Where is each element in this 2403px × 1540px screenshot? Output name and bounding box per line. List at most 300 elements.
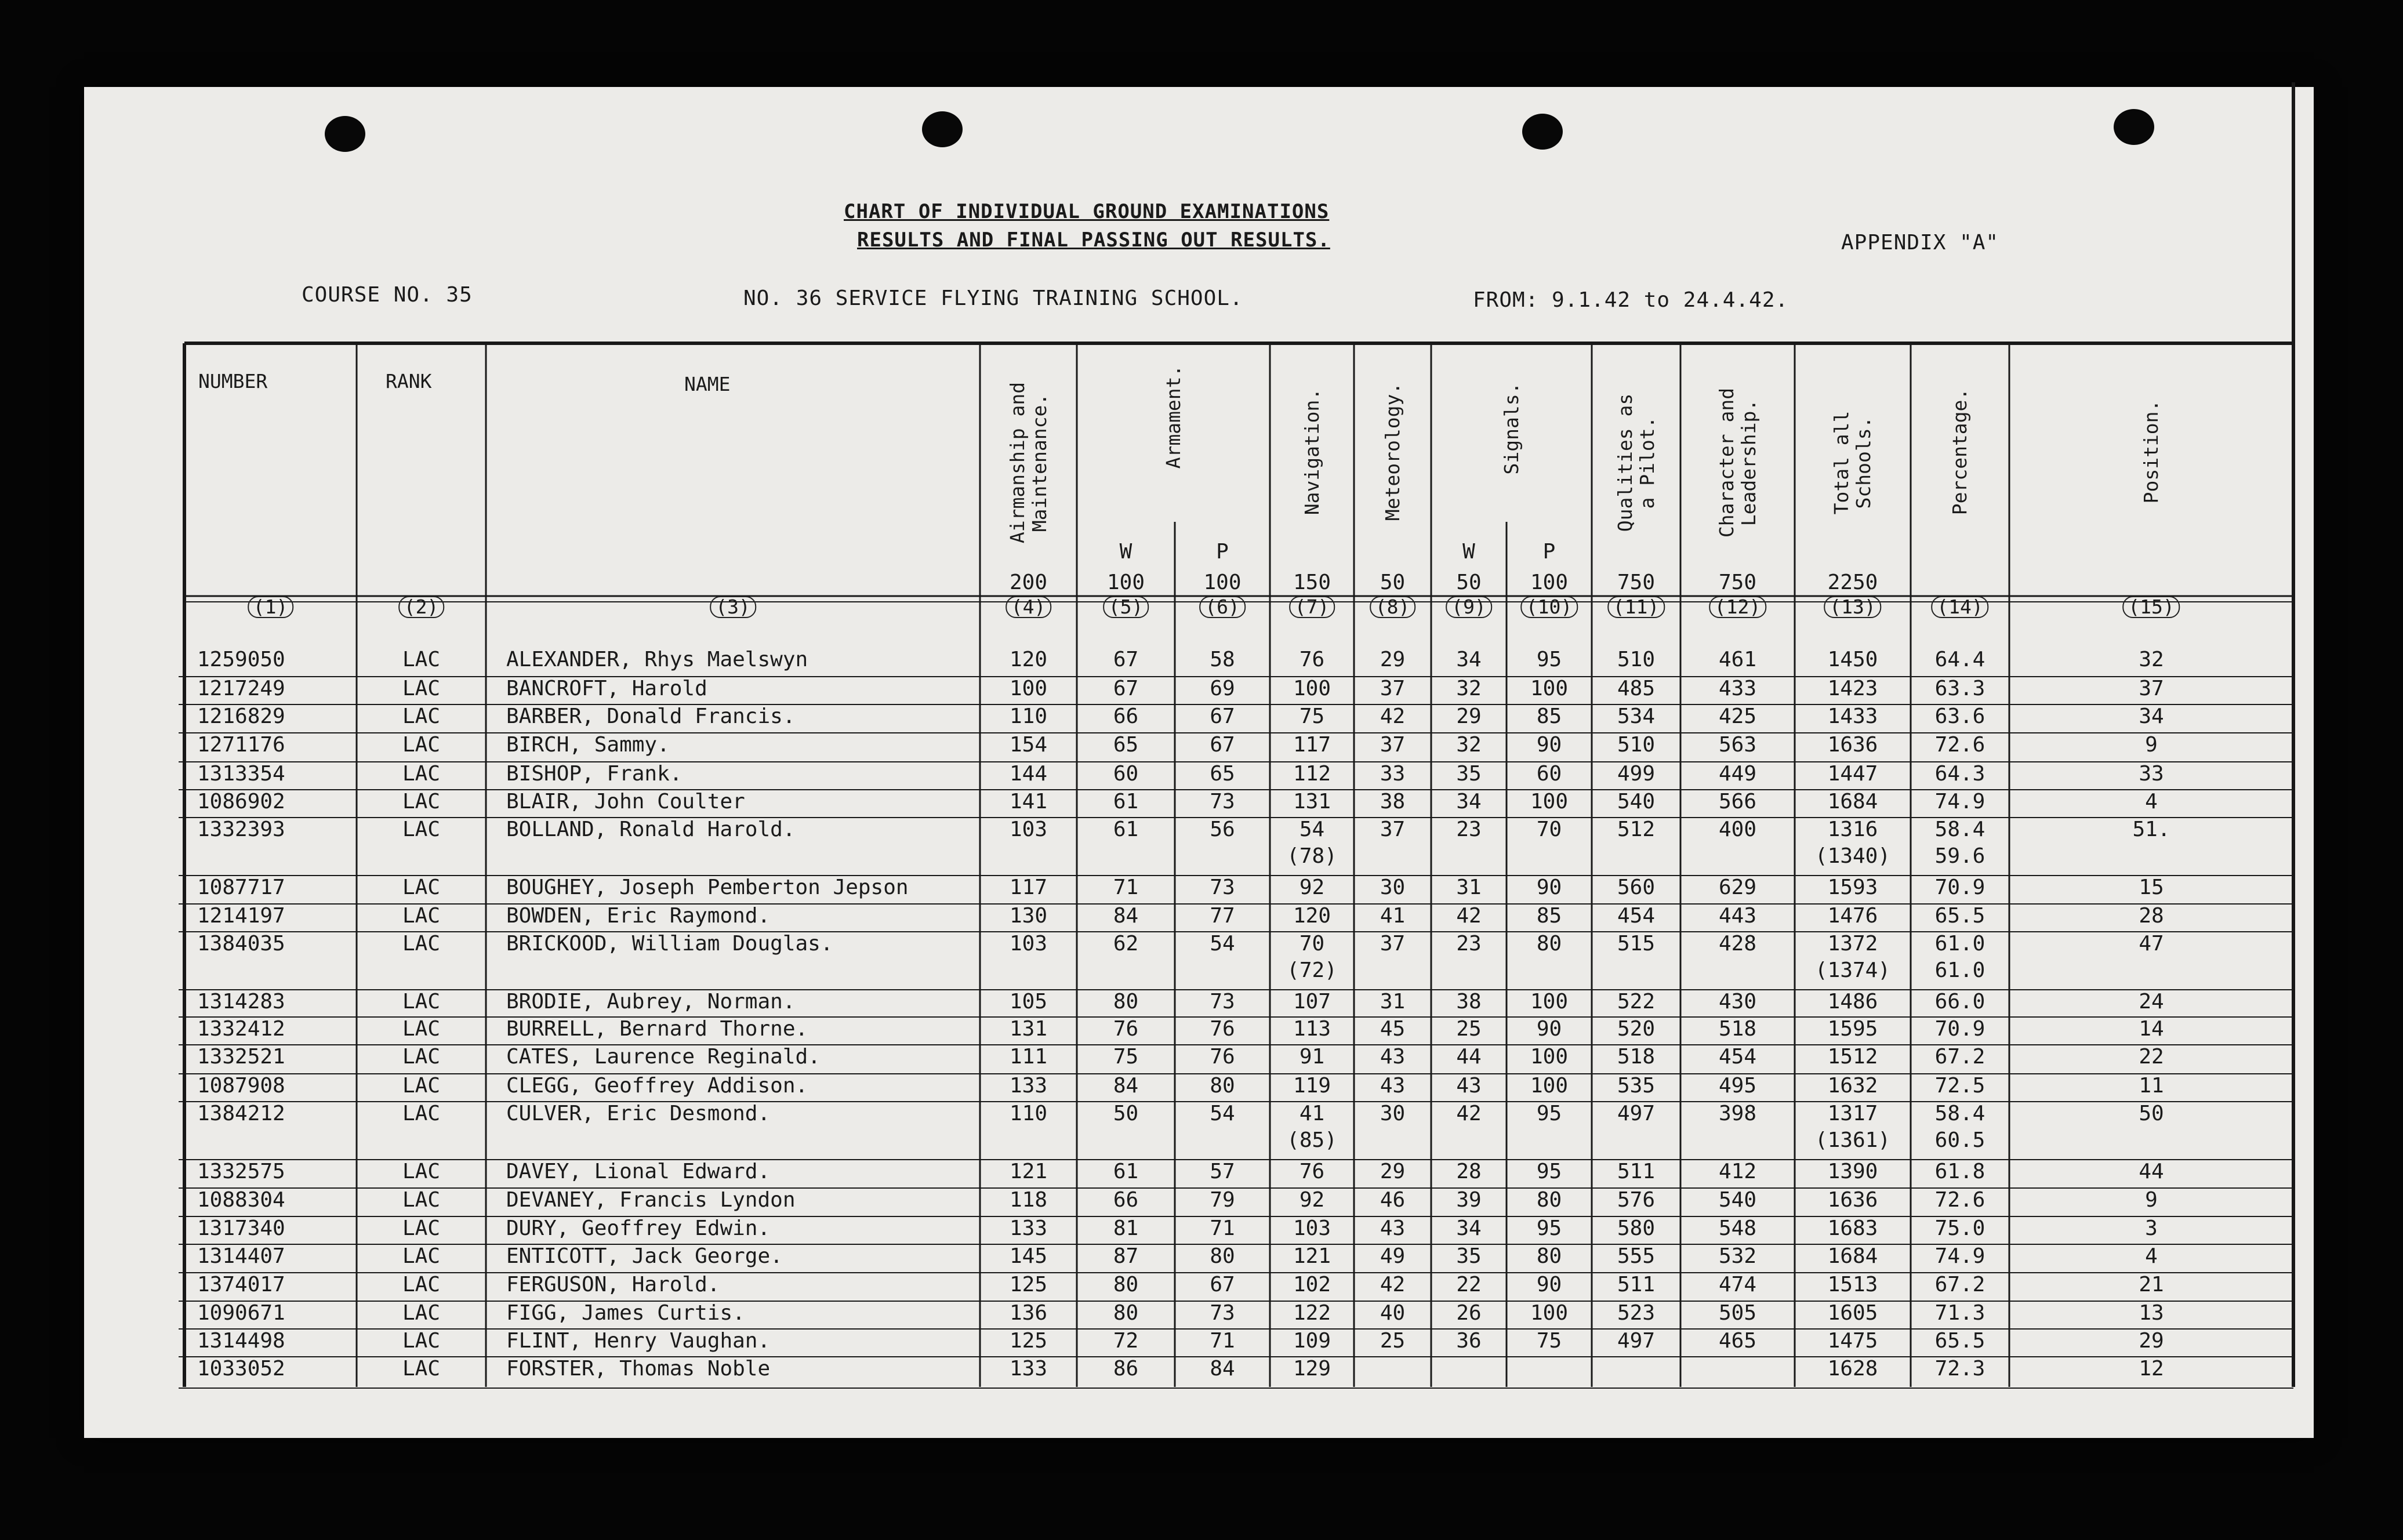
- row-score: 72.5: [1934, 1074, 1985, 1098]
- row-score: 102: [1293, 1273, 1331, 1296]
- row-score: 61: [1113, 818, 1139, 841]
- row-score: 35: [1456, 762, 1482, 786]
- row-score: 100: [1530, 677, 1569, 700]
- row-score: 1636: [1827, 733, 1878, 757]
- row-rank: LAC: [402, 932, 441, 956]
- row-score: 1450: [1827, 648, 1878, 671]
- row-score: 21: [2139, 1273, 2164, 1296]
- row-score: 73: [1210, 990, 1235, 1014]
- row-score: 1486: [1827, 990, 1878, 1014]
- row-score: 66: [1113, 704, 1139, 728]
- row-score: 121: [1293, 1244, 1331, 1268]
- row-score: 510: [1617, 733, 1656, 757]
- row-score: 76: [1299, 1160, 1325, 1183]
- row-score: 49: [1380, 1244, 1406, 1268]
- row-score: 57: [1210, 1160, 1235, 1183]
- row-score: 73: [1210, 1301, 1235, 1325]
- row-score: 58: [1210, 648, 1235, 671]
- row-score: 74.9: [1934, 1244, 1985, 1268]
- row-score: 454: [1617, 904, 1656, 928]
- row-score: 26: [1456, 1301, 1482, 1325]
- row-score: 125: [1009, 1273, 1048, 1296]
- row-score: 92: [1299, 1188, 1325, 1212]
- row-score: 37: [1380, 818, 1406, 841]
- column-header-character-leadership: Character and Leadership.: [1715, 387, 1760, 538]
- row-score: 67: [1210, 1273, 1235, 1296]
- row-number: 1259050: [197, 648, 285, 671]
- column-header-number: NUMBER: [198, 370, 268, 393]
- row-score: 54: [1210, 932, 1235, 956]
- row-score: 117: [1009, 876, 1048, 899]
- column-number: (4): [1006, 596, 1052, 618]
- row-score: 37: [1380, 733, 1406, 757]
- row-rank: LAC: [402, 1329, 441, 1353]
- row-score: 154: [1009, 733, 1048, 757]
- row-score: 60: [1536, 762, 1562, 786]
- column-subheader-p: P: [1542, 540, 1556, 564]
- column-max-marks: 100: [1530, 571, 1569, 594]
- row-score: 100: [1530, 1045, 1569, 1069]
- row-name: DEVANEY, Francis Lyndon: [506, 1188, 796, 1212]
- row-score: 120: [1009, 648, 1048, 671]
- row-score: 430: [1718, 990, 1757, 1014]
- row-name: ENTICOTT, Jack George.: [506, 1244, 783, 1268]
- row-name: ALEXANDER, Rhys Maelswyn: [506, 648, 808, 671]
- row-score: 46: [1380, 1188, 1406, 1212]
- column-header-percentage: Percentage.: [1948, 388, 1971, 515]
- row-score: 63.3: [1934, 677, 1985, 700]
- row-name: BOUGHEY, Joseph Pemberton Jepson: [506, 876, 909, 899]
- row-score: 1476: [1827, 904, 1878, 928]
- column-max-marks: 50: [1380, 571, 1406, 594]
- row-score: 56: [1210, 818, 1235, 841]
- row-score: 1475: [1827, 1329, 1878, 1353]
- row-score: 540: [1718, 1188, 1757, 1212]
- row-score: 37: [2139, 677, 2164, 700]
- row-score: 70.9: [1934, 1017, 1985, 1041]
- row-score: 79: [1210, 1188, 1235, 1212]
- row-score: 85: [1536, 904, 1562, 928]
- row-number: 1332521: [197, 1045, 285, 1069]
- row-name: CLEGG, Geoffrey Addison.: [506, 1074, 808, 1098]
- row-score: 37: [1380, 677, 1406, 700]
- row-score: 70: [1536, 818, 1562, 841]
- row-score: 42: [1380, 704, 1406, 728]
- row-score: 67: [1113, 677, 1139, 700]
- row-score: 81: [1113, 1216, 1139, 1240]
- row-score: 535: [1617, 1074, 1656, 1098]
- punch-hole: [2114, 109, 2154, 145]
- row-score: 65.5: [1934, 1329, 1985, 1353]
- row-score: 111: [1009, 1045, 1048, 1069]
- row-score: 400: [1718, 818, 1757, 841]
- school-name: NO. 36 SERVICE FLYING TRAINING SCHOOL.: [743, 286, 1243, 310]
- row-score: 95: [1536, 1160, 1562, 1183]
- row-score: 129: [1293, 1357, 1331, 1381]
- row-score: 23: [1456, 818, 1482, 841]
- row-score: 67: [1210, 704, 1235, 728]
- row-score: 433: [1718, 677, 1757, 700]
- row-score: 29: [1456, 704, 1482, 728]
- column-subheader-w: W: [1119, 540, 1132, 564]
- row-number: 1332412: [197, 1017, 285, 1041]
- row-number: 1332575: [197, 1160, 285, 1183]
- punch-hole: [1522, 114, 1563, 150]
- row-score: 110: [1009, 1102, 1048, 1125]
- row-score: 43: [1380, 1074, 1406, 1098]
- row-score: 100: [1009, 677, 1048, 700]
- row-score: 131: [1009, 1017, 1048, 1041]
- column-number: (11): [1607, 596, 1665, 618]
- row-name: BIRCH, Sammy.: [506, 733, 670, 757]
- row-score: 64.4: [1934, 648, 1985, 671]
- row-number: 1216829: [197, 704, 285, 728]
- row-score: 540: [1617, 790, 1656, 813]
- row-score: 1433: [1827, 704, 1878, 728]
- row-score: 428: [1718, 932, 1757, 956]
- row-score: 42: [1456, 904, 1482, 928]
- row-score: 31: [1380, 990, 1406, 1014]
- row-score: 548: [1718, 1216, 1757, 1240]
- row-score: 495: [1718, 1074, 1757, 1098]
- row-score: 65: [1210, 762, 1235, 786]
- row-number: 1384035: [197, 932, 285, 956]
- row-score: 511: [1617, 1273, 1656, 1296]
- row-score: 454: [1718, 1045, 1757, 1069]
- row-score: 465: [1718, 1329, 1757, 1353]
- row-score: 80: [1536, 1188, 1562, 1212]
- row-score: 60: [1113, 762, 1139, 786]
- column-header-total-all-schools: Total all Schools.: [1830, 411, 1875, 515]
- row-score: 518: [1617, 1045, 1656, 1069]
- column-header-qualities-as-pilot: Qualities as a Pilot.: [1613, 393, 1658, 532]
- row-number: 1384212: [197, 1102, 285, 1125]
- column-number: (6): [1199, 596, 1246, 618]
- row-score: 511: [1617, 1160, 1656, 1183]
- row-score: 95: [1536, 648, 1562, 671]
- row-rank: LAC: [402, 1273, 441, 1296]
- row-score: 40: [1380, 1301, 1406, 1325]
- row-score: 100: [1293, 677, 1331, 700]
- row-name: FORSTER, Thomas Noble: [506, 1357, 771, 1381]
- row-score: 71.3: [1934, 1301, 1985, 1325]
- row-score: 520: [1617, 1017, 1656, 1041]
- row-score: 61.0 61.0: [1934, 932, 1985, 982]
- punch-hole: [325, 116, 365, 152]
- row-score: 30: [1380, 876, 1406, 899]
- row-score: 67.2: [1934, 1273, 1985, 1296]
- column-max-marks: 50: [1456, 571, 1482, 594]
- row-score: 534: [1617, 704, 1656, 728]
- row-score: 629: [1718, 876, 1757, 899]
- row-rank: LAC: [402, 790, 441, 813]
- row-score: 65.5: [1934, 904, 1985, 928]
- row-score: 73: [1210, 876, 1235, 899]
- row-score: 113: [1293, 1017, 1331, 1041]
- row-score: 118: [1009, 1188, 1048, 1212]
- row-score: 63.6: [1934, 704, 1985, 728]
- row-score: 103: [1009, 818, 1048, 841]
- row-score: 45: [1380, 1017, 1406, 1041]
- row-score: 103: [1293, 1216, 1331, 1240]
- row-name: BARBER, Donald Francis.: [506, 704, 796, 728]
- row-score: 121: [1009, 1160, 1048, 1183]
- row-score: 443: [1718, 904, 1757, 928]
- column-number: (10): [1520, 596, 1578, 618]
- document-title: CHART OF INDIVIDUAL GROUND EXAMINATIONS: [844, 200, 1330, 223]
- column-number: (15): [2122, 596, 2180, 618]
- row-score: 1595: [1827, 1017, 1878, 1041]
- column-number: (12): [1709, 596, 1766, 618]
- row-score: 110: [1009, 704, 1048, 728]
- row-score: 44: [1456, 1045, 1482, 1069]
- row-score: 9: [2145, 733, 2158, 757]
- row-score: 66: [1113, 1188, 1139, 1212]
- column-max-marks: 750: [1617, 571, 1656, 594]
- row-score: 84: [1113, 904, 1139, 928]
- row-score: 1605: [1827, 1301, 1878, 1325]
- row-score: 71: [1113, 876, 1139, 899]
- column-max-marks: 750: [1718, 571, 1757, 594]
- row-score: 64.3: [1934, 762, 1985, 786]
- row-score: 9: [2145, 1188, 2158, 1212]
- row-score: 398: [1718, 1102, 1757, 1125]
- row-score: 90: [1536, 733, 1562, 757]
- column-header-airmanship: Airmanship and Maintenance.: [1006, 382, 1051, 544]
- row-score: 29: [2139, 1329, 2164, 1353]
- row-score: 125: [1009, 1329, 1048, 1353]
- row-score: 512: [1617, 818, 1656, 841]
- column-max-marks: 2250: [1827, 571, 1878, 594]
- row-score: 1447: [1827, 762, 1878, 786]
- row-score: 563: [1718, 733, 1757, 757]
- row-score: 1423: [1827, 677, 1878, 700]
- row-score: 560: [1617, 876, 1656, 899]
- row-score: 90: [1536, 1017, 1562, 1041]
- row-score: 22: [1456, 1273, 1482, 1296]
- row-score: 25: [1380, 1329, 1406, 1353]
- row-score: 576: [1617, 1188, 1656, 1212]
- row-score: 515: [1617, 932, 1656, 956]
- column-number: (5): [1103, 596, 1149, 618]
- row-score: 75: [1299, 704, 1325, 728]
- row-number: 1314283: [197, 990, 285, 1014]
- row-score: 62: [1113, 932, 1139, 956]
- row-rank: LAC: [402, 990, 441, 1014]
- row-score: 107: [1293, 990, 1331, 1014]
- row-score: 43: [1456, 1074, 1482, 1098]
- row-score: 72: [1113, 1329, 1139, 1353]
- row-score: 522: [1617, 990, 1656, 1014]
- row-score: 67: [1210, 733, 1235, 757]
- row-score: 24: [2139, 990, 2164, 1014]
- row-score: 1316 (1340): [1814, 818, 1891, 868]
- row-score: 33: [2139, 762, 2164, 786]
- row-score: 1317 (1361): [1814, 1102, 1891, 1152]
- row-score: 4: [2145, 790, 2158, 813]
- row-score: 36: [1456, 1329, 1482, 1353]
- row-score: 122: [1293, 1301, 1331, 1325]
- row-score: 90: [1536, 876, 1562, 899]
- punch-hole: [922, 111, 963, 147]
- row-score: 100: [1530, 1301, 1569, 1325]
- row-score: 92: [1299, 876, 1325, 899]
- row-score: 80: [1210, 1244, 1235, 1268]
- row-score: 54: [1210, 1102, 1235, 1125]
- row-number: 1087908: [197, 1074, 285, 1098]
- row-score: 28: [2139, 904, 2164, 928]
- row-score: 32: [1456, 733, 1482, 757]
- row-score: 80: [1113, 1273, 1139, 1296]
- row-score: 100: [1530, 990, 1569, 1014]
- row-score: 43: [1380, 1045, 1406, 1069]
- row-score: 425: [1718, 704, 1757, 728]
- row-score: 90: [1536, 1273, 1562, 1296]
- row-score: 117: [1293, 733, 1331, 757]
- row-score: 80: [1536, 932, 1562, 956]
- column-number: (7): [1289, 596, 1335, 618]
- row-score: 136: [1009, 1301, 1048, 1325]
- column-header-position: Position.: [2140, 399, 2162, 504]
- row-score: 12: [2139, 1357, 2164, 1381]
- row-score: 80: [1113, 1301, 1139, 1325]
- row-rank: LAC: [402, 677, 441, 700]
- appendix-label: APPENDIX "A": [1841, 231, 1999, 255]
- row-score: 54 (78): [1287, 818, 1337, 868]
- column-header-rank: RANK: [386, 370, 432, 393]
- row-score: 1512: [1827, 1045, 1878, 1069]
- row-score: 532: [1718, 1244, 1757, 1268]
- row-score: 58.4 60.5: [1934, 1102, 1985, 1152]
- column-header-name: NAME: [684, 373, 731, 395]
- row-score: 1390: [1827, 1160, 1878, 1183]
- row-score: 510: [1617, 648, 1656, 671]
- row-score: 58.4 59.6: [1934, 818, 1985, 868]
- row-name: BISHOP, Frank.: [506, 762, 683, 786]
- row-score: 35: [1456, 1244, 1482, 1268]
- row-score: 1684: [1827, 1244, 1878, 1268]
- row-score: 50: [2139, 1102, 2164, 1125]
- row-score: 65: [1113, 733, 1139, 757]
- row-score: 133: [1009, 1216, 1048, 1240]
- row-score: 34: [1456, 1216, 1482, 1240]
- row-score: 37: [1380, 932, 1406, 956]
- row-score: 130: [1009, 904, 1048, 928]
- row-name: DURY, Geoffrey Edwin.: [506, 1216, 771, 1240]
- row-score: 61: [1113, 1160, 1139, 1183]
- row-rank: LAC: [402, 1017, 441, 1041]
- column-max-marks: 150: [1293, 571, 1331, 594]
- row-score: 11: [2139, 1074, 2164, 1098]
- row-score: 474: [1718, 1273, 1757, 1296]
- row-number: 1314498: [197, 1329, 285, 1353]
- row-score: 73: [1210, 790, 1235, 813]
- row-name: FERGUSON, Harold.: [506, 1273, 720, 1296]
- column-subheader-p: P: [1216, 540, 1229, 564]
- row-score: 38: [1456, 990, 1482, 1014]
- row-score: 75: [1536, 1329, 1562, 1353]
- row-number: 1214197: [197, 904, 285, 928]
- row-score: 50: [1113, 1102, 1139, 1125]
- column-group-signals: Signals.: [1500, 382, 1523, 475]
- row-score: 499: [1617, 762, 1656, 786]
- row-name: BLAIR, John Coulter: [506, 790, 745, 813]
- row-score: 120: [1293, 904, 1331, 928]
- row-score: 1684: [1827, 790, 1878, 813]
- row-score: 145: [1009, 1244, 1048, 1268]
- row-score: 61.8: [1934, 1160, 1985, 1183]
- row-name: BRODIE, Aubrey, Norman.: [506, 990, 796, 1014]
- row-score: 80: [1113, 990, 1139, 1014]
- row-score: 100: [1530, 790, 1569, 813]
- row-score: 29: [1380, 648, 1406, 671]
- row-name: BURRELL, Bernard Thorne.: [506, 1017, 808, 1041]
- column-number: (14): [1931, 596, 1988, 618]
- row-score: 523: [1617, 1301, 1656, 1325]
- row-name: BOWDEN, Eric Raymond.: [506, 904, 771, 928]
- row-score: 566: [1718, 790, 1757, 813]
- column-subheader-w: W: [1462, 540, 1475, 564]
- column-group-armament: Armament.: [1161, 365, 1185, 469]
- row-score: 80: [1210, 1074, 1235, 1098]
- row-score: 28: [1456, 1160, 1482, 1183]
- row-score: 84: [1210, 1357, 1235, 1381]
- row-score: 91: [1299, 1045, 1325, 1069]
- row-score: 72.6: [1934, 733, 1985, 757]
- row-score: 23: [1456, 932, 1482, 956]
- row-score: 22: [2139, 1045, 2164, 1069]
- row-score: 85: [1536, 704, 1562, 728]
- row-score: 38: [1380, 790, 1406, 813]
- row-score: 461: [1718, 648, 1757, 671]
- row-score: 34: [2139, 704, 2164, 728]
- row-score: 29: [1380, 1160, 1406, 1183]
- row-name: BANCROFT, Harold: [506, 677, 707, 700]
- row-score: 33: [1380, 762, 1406, 786]
- row-score: 76: [1113, 1017, 1139, 1041]
- date-range: FROM: 9.1.42 to 24.4.42.: [1473, 288, 1789, 312]
- row-score: 43: [1380, 1216, 1406, 1240]
- row-rank: LAC: [402, 1160, 441, 1183]
- row-score: 105: [1009, 990, 1048, 1014]
- row-score: 119: [1293, 1074, 1331, 1098]
- row-score: 80: [1536, 1244, 1562, 1268]
- row-name: BRICKOOD, William Douglas.: [506, 932, 833, 956]
- row-number: 1087717: [197, 876, 285, 899]
- row-score: 25: [1456, 1017, 1482, 1041]
- row-number: 1271176: [197, 733, 285, 757]
- row-rank: LAC: [402, 1074, 441, 1098]
- row-score: 131: [1293, 790, 1331, 813]
- row-score: 47: [2139, 932, 2164, 956]
- column-max-marks: 100: [1203, 571, 1242, 594]
- row-score: 15: [2139, 876, 2164, 899]
- row-score: 74.9: [1934, 790, 1985, 813]
- row-score: 39: [1456, 1188, 1482, 1212]
- row-score: 505: [1718, 1301, 1757, 1325]
- row-name: FLINT, Henry Vaughan.: [506, 1329, 771, 1353]
- course-number: COURSE NO. 35: [302, 283, 473, 307]
- row-score: 34: [1456, 648, 1482, 671]
- row-score: 51.: [2132, 818, 2170, 841]
- row-score: 84: [1113, 1074, 1139, 1098]
- row-name: FIGG, James Curtis.: [506, 1301, 745, 1325]
- row-number: 1217249: [197, 677, 285, 700]
- row-score: 4: [2145, 1244, 2158, 1268]
- row-score: 1372 (1374): [1814, 932, 1891, 982]
- row-score: 76: [1210, 1045, 1235, 1069]
- row-rank: LAC: [402, 762, 441, 786]
